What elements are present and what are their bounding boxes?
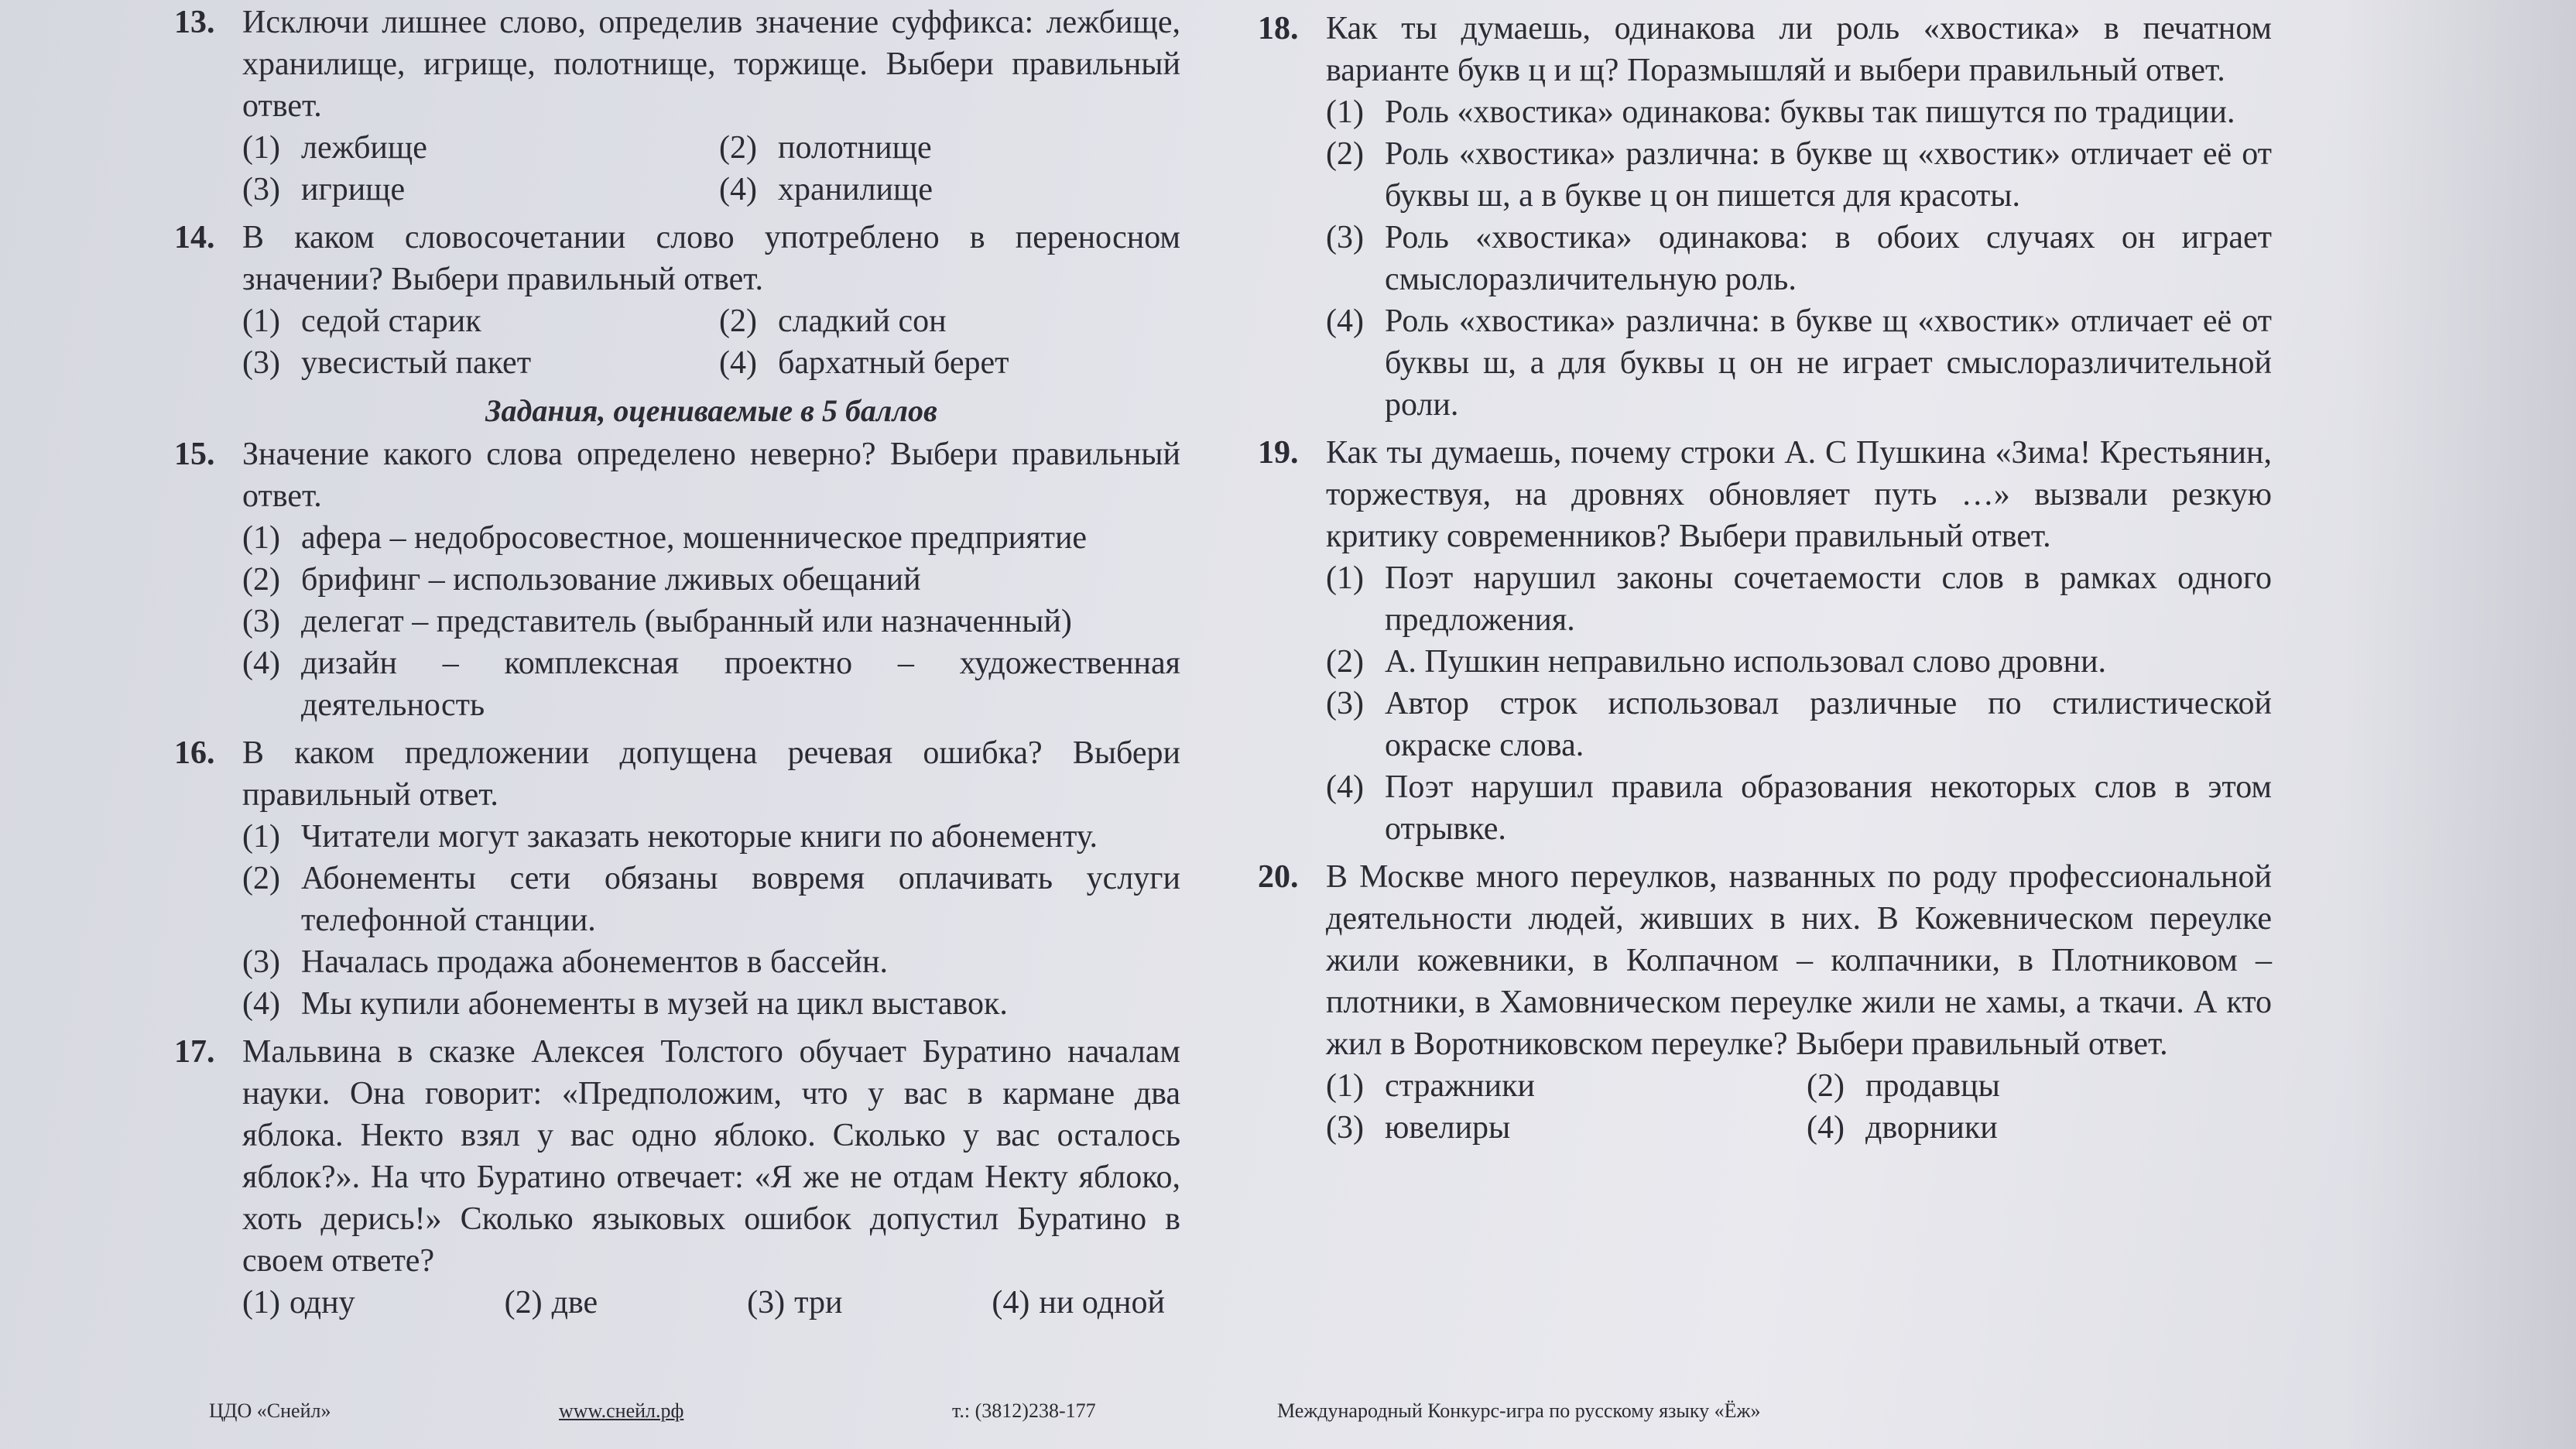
answer-option [1326, 300, 2272, 426]
option-number: (3) [242, 345, 280, 381]
footer-phone: т.: (3812)238-177 [952, 1399, 1096, 1422]
answer-option [242, 342, 704, 384]
answer-option [242, 169, 704, 211]
footer-website-link[interactable]: www.снейл.рф [559, 1399, 684, 1422]
footer-organization: ЦДО «Снейл» [209, 1399, 331, 1422]
answer-option [242, 559, 1180, 601]
answer-option [992, 1282, 1165, 1324]
answer-option [1326, 133, 2272, 217]
answer-option [242, 300, 704, 342]
answer-option [242, 858, 1180, 941]
answer-option [242, 816, 1180, 858]
answer-option [1326, 641, 2272, 683]
option-text: Началась продажа абонементов в бассейн. [301, 944, 888, 980]
footer-contest-name: Международный Конкурс-игра по русскому языку «Ёж» [1277, 1399, 1761, 1422]
option-number: (4) [242, 986, 280, 1022]
question-15 [174, 433, 1180, 726]
answer-option [242, 983, 1180, 1025]
answer-option [719, 300, 1180, 342]
option-number: (4) [1807, 1110, 1845, 1146]
question-text: Исключи лишнее слово, определив значение суффикса: лежбище, хранилище, игрище, полотнище, торжище. Выбери правильный ответ. [242, 5, 1180, 124]
option-number: (3) [242, 172, 280, 207]
option-number: (4) [242, 646, 280, 681]
question-text: В каком словосочетании слово употреблено в переносном значении? Выбери правильный ответ. [242, 220, 1180, 297]
answer-option [242, 601, 1180, 642]
option-text: Читатели могут заказать некоторые книги по абонементу. [301, 819, 1098, 855]
option-text: делегат – представитель (выбранный или назначенный) [301, 604, 1072, 639]
question-number: 13. [174, 5, 215, 40]
question-text: Как ты думаешь, одинакова ли роль «хвостика» в печатном варианте букв ц и щ? Поразмышляй и выбери правильный ответ. [1326, 11, 2272, 88]
option-number: (2) [719, 303, 757, 339]
option-text: увесистый пакет [301, 345, 532, 381]
option-number: (4) [719, 345, 757, 381]
option-text: брифинг – использование лживых обещаний [301, 562, 921, 598]
answer-options [1326, 1065, 2272, 1149]
question-text: В Москве много переулков, названных по роду профессиональной деятельности людей, живших в них. В Кожевническом переулке жили кожевники, в Колпачном – колпачники, в Плотниковом – плотники, в Хамовническом переулке жили не хамы, а ткачи. А кто жил в Воротниковском переулке? Выбери правильный ответ. [1326, 859, 2272, 1062]
answer-option [1326, 1107, 1791, 1149]
question-20 [1258, 856, 2272, 1149]
option-number: (3) [747, 1285, 786, 1321]
question-number: 19. [1258, 435, 1299, 471]
option-text: Роль «хвостика» различна: в букве щ «хвостик» отличает её от буквы ш, а для буквы ц он не играет смыслоразличительной роли. [1385, 303, 2272, 423]
option-number: (2) [1326, 644, 1364, 680]
answer-option [242, 127, 704, 169]
section-title: Задания, оцениваемые в 5 баллов [485, 393, 937, 428]
option-text: полотнище [778, 130, 932, 166]
option-text: Поэт нарушил правила образования некоторых слов в этом отрывке. [1385, 769, 2272, 847]
option-text: Роль «хвостика» одинакова: буквы так пишутся по традиции. [1385, 94, 2235, 130]
option-number: (1) [1326, 560, 1364, 596]
left-column [174, 2, 1180, 1330]
option-text: Мы купили абонементы в музей на цикл выставок. [301, 986, 1008, 1022]
page-footer [0, 1399, 2576, 1449]
question-text: Значение какого слова определено неверно? Выбери правильный ответ. [242, 437, 1180, 514]
option-text: три [794, 1285, 843, 1321]
option-text: дворники [1865, 1110, 1998, 1146]
answer-option [242, 517, 1180, 559]
question-16 [174, 732, 1180, 1025]
question-17 [174, 1031, 1180, 1324]
question-text: Как ты думаешь, почему строки А. С Пушкина «Зима! Крестьянин, торжествуя, на дровнях обновляет путь …» вызвали резкую критику современников? Выбери правильный ответ. [1326, 435, 2272, 554]
option-number: (3) [1326, 1110, 1364, 1146]
option-text: ни одной [1039, 1285, 1165, 1321]
option-text: лежбище [301, 130, 427, 166]
option-text: бархатный берет [778, 345, 1009, 381]
option-number: (1) [242, 1285, 280, 1321]
answer-option [505, 1282, 598, 1324]
answer-option [719, 169, 1180, 211]
question-number: 20. [1258, 859, 1299, 895]
option-number: (2) [504, 1285, 543, 1321]
option-number: (2) [1807, 1068, 1845, 1104]
answer-option [1807, 1107, 2272, 1149]
option-number: (1) [242, 520, 280, 556]
answer-options [242, 816, 1180, 1025]
option-number: (4) [719, 172, 757, 207]
option-number: (1) [242, 819, 280, 855]
option-number: (1) [242, 303, 280, 339]
option-number: (1) [242, 130, 280, 166]
answer-options [242, 127, 1180, 211]
option-number: (1) [1326, 94, 1364, 130]
answer-option [242, 1282, 355, 1324]
option-text: хранилище [778, 172, 933, 207]
answer-option [1326, 91, 2272, 133]
option-number: (3) [242, 604, 280, 639]
option-text: две [551, 1285, 598, 1321]
option-text: седой старик [301, 303, 481, 339]
option-number: (2) [719, 130, 757, 166]
option-number: (2) [242, 562, 280, 598]
question-number: 17. [174, 1034, 215, 1070]
option-text: Абонементы сети обязаны вовремя оплачивать услуги телефонной станции. [301, 861, 1180, 938]
answer-options [242, 1282, 1180, 1324]
answer-option [1326, 557, 2272, 641]
option-number: (4) [1326, 303, 1364, 339]
answer-option [719, 342, 1180, 384]
option-number: (4) [1326, 769, 1364, 805]
question-number: 16. [174, 735, 215, 771]
option-number: (3) [242, 944, 280, 980]
answer-options [1326, 557, 2272, 850]
question-19 [1258, 432, 2272, 850]
option-text: Поэт нарушил законы сочетаемости слов в рамках одного предложения. [1385, 560, 2272, 638]
option-number: (4) [992, 1285, 1030, 1321]
question-number: 14. [174, 220, 215, 255]
question-text: В каком предложении допущена речевая ошибка? Выбери правильный ответ. [242, 735, 1180, 813]
answer-option [1807, 1065, 2272, 1107]
option-text: Роль «хвостика» различна: в букве щ «хвостик» отличает её от буквы ш, а в букве ц он пишется для красоты. [1385, 136, 2272, 214]
option-number: (3) [1326, 220, 1364, 255]
option-text: одну [289, 1285, 355, 1321]
question-number: 15. [174, 437, 215, 472]
question-13 [174, 2, 1180, 211]
option-text: продавцы [1865, 1068, 2000, 1104]
option-text: стражники [1385, 1068, 1536, 1104]
answer-option [719, 127, 1180, 169]
answer-option [1326, 217, 2272, 300]
question-number: 18. [1258, 11, 1299, 46]
option-text: Автор строк использовал различные по стилистической окраске слова. [1385, 686, 2272, 763]
answer-options [1326, 91, 2272, 426]
option-number: (1) [1326, 1068, 1364, 1104]
question-14 [174, 217, 1180, 384]
answer-option [242, 642, 1180, 726]
answer-option [242, 941, 1180, 983]
option-text: Роль «хвостика» одинакова: в обоих случаях он играет смыслоразличительную роль. [1385, 220, 2272, 297]
answer-option [1326, 766, 2272, 850]
answer-option [1326, 1065, 1791, 1107]
answer-options [242, 300, 1180, 384]
answer-options [242, 517, 1180, 726]
option-number: (3) [1326, 686, 1364, 721]
option-text: афера – недобросовестное, мошенническое предприятие [301, 520, 1088, 556]
option-text: сладкий сон [778, 303, 947, 339]
page-shadow-edge [2344, 0, 2576, 1449]
option-number: (2) [242, 861, 280, 896]
option-number: (2) [1326, 136, 1364, 172]
question-text: Мальвина в сказке Алексея Толстого обучает Буратино началам науки. Она говорит: «Предположим, что у вас в кармане два яблока. Некто взял у вас одно яблоко. Сколько у вас осталось яблок?». На что Буратино отвечает: «Я же не отдам Некту яблоко, хоть дерись!» Сколько языковых ошибок допустил Буратино в своем ответе? [242, 1034, 1180, 1279]
right-column [1258, 8, 2272, 1155]
question-18 [1258, 8, 2272, 426]
option-text: дизайн – комплексная проектно – художественная деятельность [301, 646, 1180, 723]
answer-option [1326, 683, 2272, 766]
option-text: А. Пушкин неправильно использовал слово дровни. [1385, 644, 2107, 680]
option-text: игрище [301, 172, 406, 207]
answer-option [747, 1282, 842, 1324]
option-text: ювелиры [1385, 1110, 1511, 1146]
